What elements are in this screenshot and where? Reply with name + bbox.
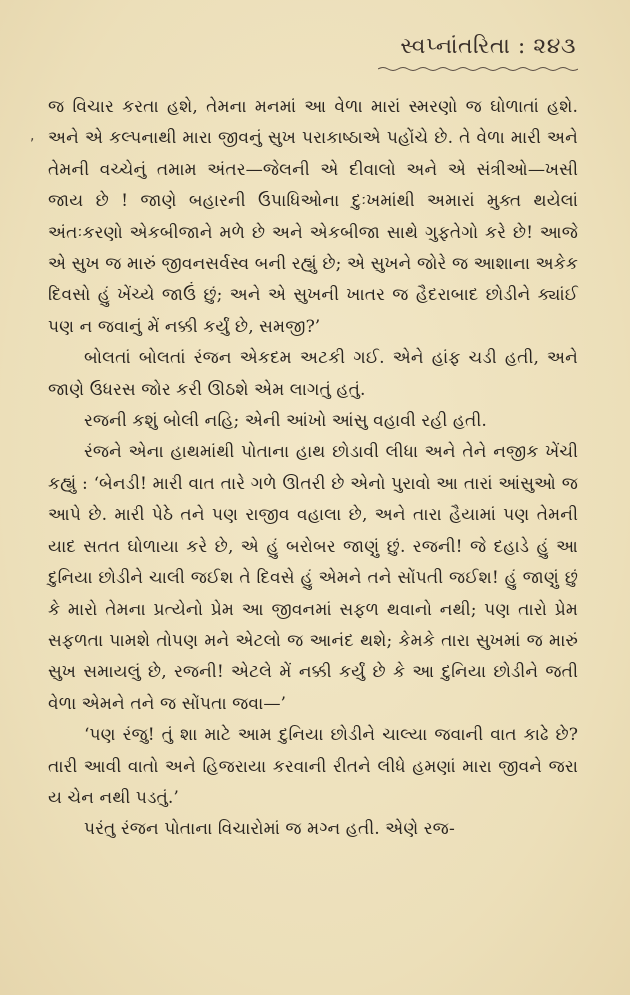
margin-mark: , xyxy=(30,128,35,144)
paragraph: રંજને એના હાથમાંથી પોતાના હાથ છોડાવી લીધા અને તેને નજીક ખેંચી કહ્યું : ‘બેનડી! મારી વાત તારે ગળે ઊતરી છે એનો પુરાવો આ તારાં આંસુઓ જ આપે છે. મારી પેઠે તને પણ રાજીવ વહાલા છે, અને તારા હૈયામાં પણ તેમની યાદ સતત ઘોળાયા કરે છે, એ હું બરોબર જાણું છું. રજની! જે દહાડે હું આ દુનિયા છોડીને ચાલી જઈશ તે દિવસે હું એમને તને સોંપતી જઈશ! હું જાણું છું કે મારો તેમના પ્રત્યેનો પ્રેમ આ જીવનમાં સફળ થવાનો નથી; પણ તારો પ્રેમ સફળતા પામશે તોપણ મને એટલો જ આનંદ થશે; કેમકે તારા સુખમાં જ મારું સુખ સમાયલું છે, રજની! એટલે મેં નક્કી કર્યું છે કે આ દુનિયા છોડીને જતી વેળા એમને તને જ સોંપતા જવા—’ xyxy=(48,442,578,714)
header-ornamental-rule xyxy=(378,66,578,72)
body-text xyxy=(48,92,578,846)
paragraph: પરંતુ રંજન પોતાના વિચારોમાં જ મગ્ન હતી. એણે રજ- xyxy=(84,819,455,840)
running-header: સ્વપ્નાંતરિતા : ૨૪૩ xyxy=(400,34,576,59)
paragraph: ‘પણ રંજુ! તું શા માટે આમ દુનિયા છોડીને ચાલ્યા જવાની વાત કાઢે છે? તારી આવી વાતો અને હિજરાયા કરવાની રીતને લીધે હમણાં મારા જીવને જરા ય ચેન નથી પડતું.’ xyxy=(48,725,578,808)
paragraph: રજની કશું બોલી નહિ; એની આંખો આંસુ વહાવી રહી હતી. xyxy=(84,411,487,432)
paragraph-continuation: જ વિચાર કરતા હશે, તેમના મનમાં આ વેળા મારાં સ્મરણો જ ઘોળાતાં હશે. અને એ કલ્પનાથી મારા જીવનું સુખ પરાકાષ્ઠાએ પહોંચે છે. તે વેળા મારી અને તેમની વચ્ચેનું તમામ અંતર—જેલની એ દીવાલો અને એ સંત્રીઓ—ખસી જાય છે ! જાણે બહારની ઉપાધિઓના દુઃખમાંથી અમારાં મુક્ત થયેલાં અંતઃકરણો એકબીજાને મળે છે અને એકબીજા સાથે ગુફતેગો કરે છે! આજે એ સુખ જ મારું જીવનસર્વસ્વ બની રહ્યું છે; એ સુખને જોરે જ આશાના અકેક દિવસો હું ખેંચ્યે જાઉં છું; અને એ સુખની ખાતર જ હૈદરાબાદ છોડીને ક્યાંઈ પણ ન જવાનું મેં નક્કી કર્યું છે, સમજી?’ xyxy=(48,97,578,337)
paragraph: બોલતાં બોલતાં રંજન એકદમ અટકી ગઈ. એને હાંફ ચડી હતી, અને જાણે ઉધરસ જોર કરી ઊઠશે એમ લાગતું હતું. xyxy=(48,348,578,400)
